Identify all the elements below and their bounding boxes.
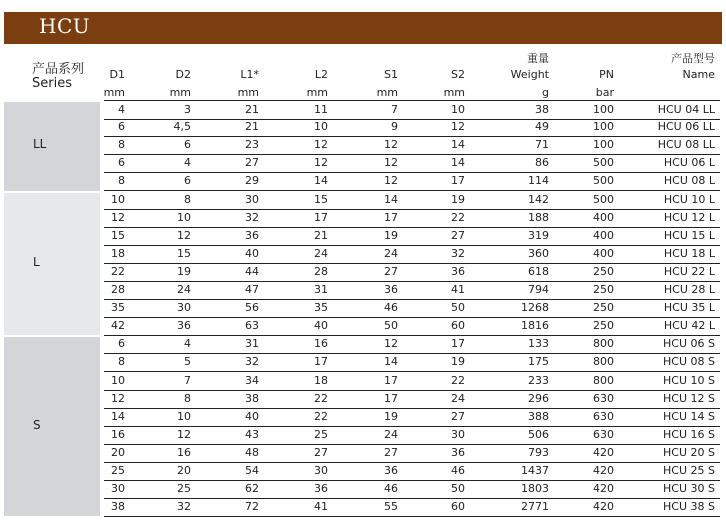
cell-s2: 30 xyxy=(451,427,465,441)
series-group-ll xyxy=(4,102,100,191)
table-row xyxy=(104,408,720,427)
cell-l2: 14 xyxy=(314,174,328,188)
cell-d1: 8 xyxy=(118,355,125,369)
cell-pn: 250 xyxy=(593,319,614,333)
cell-s1: 27 xyxy=(384,264,398,278)
column-header-d1-label: D1 xyxy=(109,68,125,81)
cell-l1: 62 xyxy=(245,482,259,496)
column-header-pn-label: PN xyxy=(599,68,614,81)
cell-name: HCU 10 S xyxy=(663,373,715,387)
cell-d1: 6 xyxy=(118,156,125,170)
table-row xyxy=(104,154,720,173)
cell-weight: 2771 xyxy=(521,500,549,514)
cell-s1: 46 xyxy=(384,301,398,315)
cell-d2: 12 xyxy=(177,427,191,441)
cell-weight: 49 xyxy=(535,120,549,134)
cell-l1: 56 xyxy=(245,301,259,315)
cell-l1: 32 xyxy=(245,210,259,224)
cell-d2: 25 xyxy=(177,482,191,496)
cell-s2: 27 xyxy=(451,409,465,423)
cell-d2: 10 xyxy=(177,210,191,224)
cell-l1: 54 xyxy=(245,464,259,477)
cell-name: HCU 42 L xyxy=(663,319,715,333)
cell-pn: 100 xyxy=(593,120,614,134)
cell-l1: 36 xyxy=(245,228,259,242)
column-header-weight-top: 重量 xyxy=(527,52,549,65)
cell-d1: 12 xyxy=(111,391,125,405)
cell-s2: 17 xyxy=(451,174,465,188)
cell-s1: 24 xyxy=(384,246,398,260)
cell-s2: 27 xyxy=(451,228,465,242)
cell-l1: 40 xyxy=(245,409,259,423)
cell-d2: 15 xyxy=(177,246,191,260)
table-row xyxy=(104,209,720,228)
cell-d2: 24 xyxy=(177,283,191,296)
cell-l2: 17 xyxy=(314,210,328,224)
cell-s1: 36 xyxy=(384,283,398,296)
cell-s2: 22 xyxy=(451,373,465,387)
cell-s2: 36 xyxy=(451,264,465,278)
cell-d2: 4,5 xyxy=(173,120,191,134)
cell-d2: 4 xyxy=(184,156,191,170)
cell-d2: 20 xyxy=(177,464,191,477)
cell-l2: 15 xyxy=(314,192,328,206)
cell-l1: 34 xyxy=(245,373,259,387)
column-header-s2-unit: mm xyxy=(443,86,465,99)
cell-l2: 28 xyxy=(314,264,328,278)
cell-l1: 48 xyxy=(245,445,259,459)
cell-l2: 31 xyxy=(314,283,328,296)
cell-name: HCU 04 LL xyxy=(657,103,715,116)
table-row xyxy=(104,227,720,246)
table-row xyxy=(104,281,720,300)
cell-l1: 43 xyxy=(245,427,259,441)
cell-l1: 21 xyxy=(245,103,259,116)
cell-d1: 6 xyxy=(118,120,125,134)
cell-weight: 133 xyxy=(528,337,549,351)
cell-l1: 32 xyxy=(245,355,259,369)
cell-name: HCU 06 S xyxy=(663,337,715,351)
cell-d1: 20 xyxy=(111,445,125,459)
cell-s1: 19 xyxy=(384,409,398,423)
cell-l1: 21 xyxy=(245,120,259,134)
cell-name: HCU 28 L xyxy=(663,283,715,296)
cell-l2: 40 xyxy=(314,319,328,333)
cell-d2: 3 xyxy=(184,103,191,116)
column-header-l2-unit: mm xyxy=(306,86,328,99)
column-header-pn-unit: bar xyxy=(595,86,614,99)
cell-d2: 19 xyxy=(177,264,191,278)
table-row xyxy=(104,335,720,354)
cell-d1: 15 xyxy=(111,228,125,242)
cell-l2: 18 xyxy=(314,373,328,387)
cell-name: HCU 30 S xyxy=(663,482,715,496)
cell-pn: 420 xyxy=(593,464,614,477)
cell-l1: 31 xyxy=(245,337,259,351)
cell-pn: 800 xyxy=(593,355,614,369)
cell-weight: 233 xyxy=(528,373,549,387)
cell-d2: 36 xyxy=(177,319,191,333)
column-header-d2-label: D2 xyxy=(175,68,191,81)
cell-l1: 47 xyxy=(245,283,259,296)
cell-d1: 6 xyxy=(118,337,125,351)
cell-d2: 10 xyxy=(177,409,191,423)
cell-pn: 500 xyxy=(593,192,614,206)
cell-l2: 36 xyxy=(314,482,328,496)
column-header-name-label: Name xyxy=(682,68,715,81)
cell-s1: 50 xyxy=(384,319,398,333)
cell-l1: 63 xyxy=(245,319,259,333)
cell-l2: 12 xyxy=(314,156,328,170)
table-row xyxy=(104,172,720,191)
table-row xyxy=(104,191,720,210)
column-header-l2-label: L2 xyxy=(314,68,328,81)
series-header-en: Series xyxy=(32,76,72,91)
cell-weight: 86 xyxy=(535,156,549,170)
cell-name: HCU 06 L xyxy=(663,156,715,170)
table-row xyxy=(104,299,720,318)
cell-weight: 506 xyxy=(528,427,549,441)
cell-l1: 38 xyxy=(245,391,259,405)
column-header-d1-unit: mm xyxy=(103,86,125,99)
cell-s2: 24 xyxy=(451,391,465,405)
column-header-l1-label: L1* xyxy=(240,68,259,81)
table-row xyxy=(104,426,720,445)
title-bar xyxy=(4,12,722,44)
cell-s2: 60 xyxy=(451,319,465,333)
cell-weight: 319 xyxy=(528,228,549,242)
cell-d2: 32 xyxy=(177,500,191,514)
cell-l1: 23 xyxy=(245,138,259,152)
cell-pn: 400 xyxy=(593,228,614,242)
cell-l2: 30 xyxy=(314,464,328,477)
cell-weight: 618 xyxy=(528,264,549,278)
series-header-cn: 产品系列 xyxy=(32,62,85,77)
cell-d2: 12 xyxy=(177,228,191,242)
column-header-s2-label: S2 xyxy=(451,68,465,81)
cell-l1: 44 xyxy=(245,264,259,278)
cell-weight: 175 xyxy=(528,355,549,369)
column-header-weight-unit: g xyxy=(542,86,549,99)
cell-name: HCU 20 S xyxy=(663,445,715,459)
cell-d1: 14 xyxy=(111,409,125,423)
cell-d1: 8 xyxy=(118,174,125,188)
series-label: LL xyxy=(33,137,47,152)
cell-l2: 16 xyxy=(314,337,328,351)
cell-s2: 32 xyxy=(451,246,465,260)
cell-l2: 27 xyxy=(314,445,328,459)
cell-s1: 55 xyxy=(384,500,398,514)
cell-d1: 25 xyxy=(111,464,125,477)
table-row xyxy=(104,263,720,282)
cell-l1: 27 xyxy=(245,156,259,170)
cell-name: HCU 12 S xyxy=(663,391,715,405)
cell-d1: 16 xyxy=(111,427,125,441)
cell-l2: 12 xyxy=(314,138,328,152)
cell-d1: 4 xyxy=(118,103,125,116)
cell-weight: 114 xyxy=(528,174,549,188)
cell-pn: 800 xyxy=(593,337,614,351)
cell-name: HCU 18 L xyxy=(663,246,715,260)
cell-pn: 400 xyxy=(593,246,614,260)
cell-s1: 9 xyxy=(391,120,398,134)
cell-d2: 30 xyxy=(177,301,191,315)
series-label: S xyxy=(33,417,41,432)
cell-l1: 72 xyxy=(245,500,259,514)
cell-s2: 22 xyxy=(451,210,465,224)
cell-pn: 250 xyxy=(593,301,614,315)
cell-pn: 250 xyxy=(593,264,614,278)
cell-name: HCU 15 L xyxy=(663,228,715,242)
cell-name: HCU 35 L xyxy=(663,301,715,315)
cell-name: HCU 12 L xyxy=(663,210,715,224)
cell-pn: 500 xyxy=(593,156,614,170)
cell-s1: 17 xyxy=(384,373,398,387)
cell-s2: 50 xyxy=(451,301,465,315)
page-title: HCU xyxy=(39,14,91,38)
cell-d1: 30 xyxy=(111,482,125,496)
cell-l2: 17 xyxy=(314,355,328,369)
cell-name: HCU 10 L xyxy=(663,192,715,206)
series-group-l xyxy=(4,193,100,336)
cell-name: HCU 08 LL xyxy=(657,138,715,152)
cell-d1: 12 xyxy=(111,210,125,224)
cell-weight: 38 xyxy=(535,103,549,116)
cell-weight: 388 xyxy=(528,409,549,423)
column-header-d2-unit: mm xyxy=(169,86,191,99)
column-header-s1-label: S1 xyxy=(384,68,398,81)
cell-l1: 40 xyxy=(245,246,259,260)
cell-s1: 12 xyxy=(384,337,398,351)
table-row xyxy=(104,136,720,155)
cell-weight: 142 xyxy=(528,192,549,206)
table-row xyxy=(104,462,720,481)
cell-weight: 1803 xyxy=(521,482,549,496)
table-row xyxy=(104,444,720,463)
table-row xyxy=(104,390,720,409)
column-header-s1-unit: mm xyxy=(376,86,398,99)
cell-pn: 800 xyxy=(593,373,614,387)
cell-l2: 24 xyxy=(314,246,328,260)
cell-pn: 400 xyxy=(593,210,614,224)
cell-s2: 12 xyxy=(451,120,465,134)
cell-d2: 8 xyxy=(184,192,191,206)
table-row xyxy=(104,317,720,336)
cell-weight: 1268 xyxy=(521,301,549,315)
cell-d1: 10 xyxy=(111,192,125,206)
column-header-weight-label: Weight xyxy=(510,68,549,81)
cell-pn: 250 xyxy=(593,283,614,296)
cell-weight: 360 xyxy=(528,246,549,260)
cell-s1: 7 xyxy=(391,103,398,116)
cell-l2: 41 xyxy=(314,500,328,514)
cell-s1: 24 xyxy=(384,427,398,441)
cell-s2: 17 xyxy=(451,337,465,351)
cell-name: HCU 08 L xyxy=(663,174,715,188)
cell-s1: 12 xyxy=(384,138,398,152)
cell-pn: 500 xyxy=(593,174,614,188)
cell-s2: 41 xyxy=(451,283,465,296)
cell-s1: 19 xyxy=(384,228,398,242)
column-header-l1-unit: mm xyxy=(237,86,259,99)
cell-l2: 22 xyxy=(314,409,328,423)
table-row xyxy=(104,480,720,499)
cell-s1: 14 xyxy=(384,355,398,369)
cell-name: HCU 38 S xyxy=(663,500,715,514)
cell-weight: 794 xyxy=(528,283,549,296)
column-header-name-top: 产品型号 xyxy=(671,52,715,65)
cell-s2: 60 xyxy=(451,500,465,514)
cell-name: HCU 06 LL xyxy=(657,120,715,134)
table-row xyxy=(104,100,720,120)
cell-weight: 188 xyxy=(528,210,549,224)
table-row xyxy=(104,372,720,391)
cell-weight: 1437 xyxy=(521,464,549,477)
cell-pn: 630 xyxy=(593,427,614,441)
cell-d2: 6 xyxy=(184,174,191,188)
cell-pn: 630 xyxy=(593,391,614,405)
series-label: L xyxy=(33,254,40,269)
cell-d2: 6 xyxy=(184,138,191,152)
cell-s2: 36 xyxy=(451,445,465,459)
cell-d2: 5 xyxy=(184,355,191,369)
cell-s2: 14 xyxy=(451,138,465,152)
cell-weight: 793 xyxy=(528,445,549,459)
series-group-s xyxy=(4,337,100,516)
cell-s1: 36 xyxy=(384,464,398,477)
cell-s1: 17 xyxy=(384,391,398,405)
cell-name: HCU 25 S xyxy=(663,464,715,477)
cell-pn: 420 xyxy=(593,445,614,459)
table-row xyxy=(104,245,720,264)
cell-d1: 18 xyxy=(111,246,125,260)
cell-s2: 50 xyxy=(451,482,465,496)
cell-s1: 14 xyxy=(384,192,398,206)
cell-d1: 38 xyxy=(111,500,125,514)
cell-pn: 630 xyxy=(593,409,614,423)
cell-pn: 420 xyxy=(593,500,614,514)
cell-name: HCU 22 L xyxy=(663,264,715,278)
cell-l2: 25 xyxy=(314,427,328,441)
table-row xyxy=(104,118,720,137)
cell-s2: 19 xyxy=(451,355,465,369)
cell-l2: 35 xyxy=(314,301,328,315)
cell-l2: 21 xyxy=(314,228,328,242)
cell-d1: 8 xyxy=(118,138,125,152)
cell-s2: 14 xyxy=(451,156,465,170)
cell-name: HCU 08 S xyxy=(663,355,715,369)
cell-l2: 11 xyxy=(314,103,328,116)
cell-d2: 4 xyxy=(184,337,191,351)
cell-s2: 10 xyxy=(451,103,465,116)
cell-d2: 8 xyxy=(184,391,191,405)
cell-s2: 19 xyxy=(451,192,465,206)
cell-d1: 10 xyxy=(111,373,125,387)
cell-l2: 22 xyxy=(314,391,328,405)
cell-s1: 17 xyxy=(384,210,398,224)
cell-s1: 12 xyxy=(384,174,398,188)
cell-pn: 420 xyxy=(593,482,614,496)
cell-d1: 22 xyxy=(111,264,125,278)
cell-pn: 100 xyxy=(593,103,614,116)
cell-weight: 1816 xyxy=(521,319,549,333)
cell-name: HCU 16 S xyxy=(663,427,715,441)
table-row xyxy=(104,498,720,517)
cell-pn: 100 xyxy=(593,138,614,152)
cell-l2: 10 xyxy=(314,120,328,134)
cell-weight: 296 xyxy=(528,391,549,405)
cell-s1: 12 xyxy=(384,156,398,170)
cell-d2: 16 xyxy=(177,445,191,459)
cell-d2: 7 xyxy=(184,373,191,387)
cell-d1: 42 xyxy=(111,319,125,333)
cell-s1: 46 xyxy=(384,482,398,496)
cell-s2: 46 xyxy=(451,464,465,477)
cell-d1: 35 xyxy=(111,301,125,315)
cell-weight: 71 xyxy=(535,138,549,152)
cell-s1: 27 xyxy=(384,445,398,459)
cell-l1: 30 xyxy=(245,192,259,206)
table-row xyxy=(104,353,720,372)
cell-d1: 28 xyxy=(111,283,125,296)
cell-name: HCU 14 S xyxy=(663,409,715,423)
cell-l1: 29 xyxy=(245,174,259,188)
